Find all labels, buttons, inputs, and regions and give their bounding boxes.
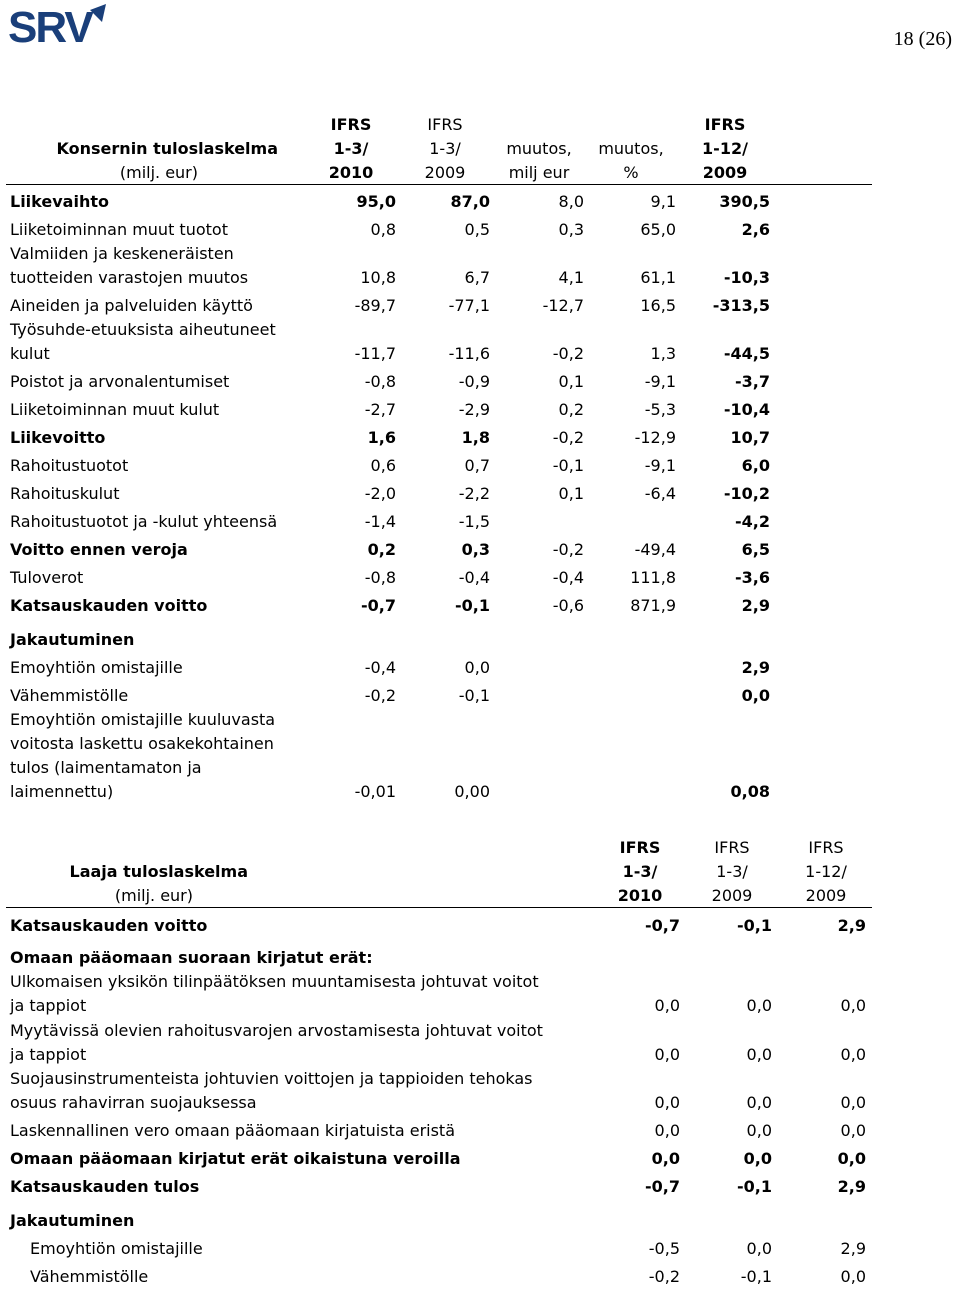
column-header-line: 1-3/ (429, 139, 461, 158)
value-cell: -6,4 (644, 484, 676, 503)
value-cell: 0,1 (558, 372, 584, 391)
row-label-line: Jakautuminen (10, 1211, 135, 1230)
row-label-line: Katsauskauden tulos (10, 1177, 200, 1196)
value-cell: -0,2 (552, 428, 584, 447)
value-cell: 0,0 (840, 1045, 866, 1064)
row-label-line: Rahoitustuotot ja -kulut yhteensä (10, 512, 278, 531)
row-label-line: Omaan pääomaan kirjatut erät oikaistuna veroilla (10, 1149, 461, 1168)
row-label-line: Liiketoiminnan muut tuotot (10, 220, 228, 239)
row-label-line: Jakautuminen (10, 630, 135, 649)
column-header-line: 2009 (805, 886, 847, 905)
value-cell: -11,6 (448, 344, 490, 363)
row-label-line: Emoyhtiön omistajille (10, 658, 183, 677)
row-label-line: laimennettu) (10, 782, 114, 801)
value-cell: 0,00 (454, 782, 490, 801)
column-header-line: IFRS (619, 838, 661, 857)
value-cell: -9,1 (644, 372, 676, 391)
value-cell: 0,0 (654, 1045, 680, 1064)
value-cell: 2,9 (741, 658, 770, 677)
value-cell: 8,0 (558, 192, 584, 211)
column-header-line: IFRS (704, 115, 746, 134)
value-cell: 0,0 (840, 1093, 866, 1112)
row-label-line: ja tappiot (10, 996, 87, 1015)
value-cell: 6,5 (741, 540, 770, 559)
value-cell: -0,01 (354, 782, 396, 801)
srv-logo (6, 2, 116, 48)
value-cell: 0,0 (743, 1149, 772, 1168)
row-label-line: voitosta laskettu osakekohtainen (10, 734, 274, 753)
value-cell: -77,1 (448, 296, 490, 315)
row-label-line: Voitto ennen veroja (10, 540, 188, 559)
value-cell: -0,4 (552, 568, 584, 587)
value-cell: 0,5 (464, 220, 490, 239)
row-label-line: Valmiiden ja keskeneräisten (10, 244, 234, 263)
value-cell: -0,8 (364, 372, 396, 391)
column-header-line: 1-12/ (702, 139, 748, 158)
row-label-line: Myytävissä olevien rahoitusvarojen arvostamisesta johtuvat voitot (10, 1021, 543, 1040)
comprehensive-income-header-rule (6, 907, 872, 908)
value-cell: -0,4 (458, 568, 490, 587)
value-cell: 0,0 (464, 658, 490, 677)
value-cell: -2,2 (458, 484, 490, 503)
value-cell: 0,0 (654, 1093, 680, 1112)
value-cell: -0,4 (364, 658, 396, 677)
column-header-line: 2010 (617, 886, 663, 905)
value-cell: 1,6 (367, 428, 396, 447)
row-label-line: Poistot ja arvonalentumiset (10, 372, 230, 391)
value-cell: 0,0 (840, 1121, 866, 1140)
row-label-line: Ulkomaisen yksikön tilinpäätöksen muuntamisesta johtuvat voitot (10, 972, 539, 991)
value-cell: 10,8 (360, 268, 396, 287)
value-cell: -313,5 (712, 296, 770, 315)
row-label-line: tulos (laimentamaton ja (10, 758, 202, 777)
comprehensive-income-title: Laaja tuloslaskelma (69, 862, 248, 881)
column-header-line: milj eur (508, 163, 570, 182)
value-cell: 16,5 (640, 296, 676, 315)
row-label-line: Katsauskauden voitto (10, 596, 208, 615)
row-label-line: kulut (10, 344, 50, 363)
column-header-line: 2009 (711, 886, 753, 905)
value-cell: 0,3 (461, 540, 490, 559)
value-cell: -3,7 (735, 372, 770, 391)
value-cell: 0,0 (840, 1267, 866, 1286)
value-cell: 0,3 (558, 220, 584, 239)
value-cell: 871,9 (630, 596, 676, 615)
value-cell: 0,2 (367, 540, 396, 559)
value-cell: 0,0 (837, 1149, 866, 1168)
column-header-line: 2009 (424, 163, 466, 182)
value-cell: -0,1 (737, 916, 772, 935)
value-cell: 111,8 (630, 568, 676, 587)
value-cell: 0,1 (558, 484, 584, 503)
value-cell: 0,0 (840, 996, 866, 1015)
value-cell: 2,9 (840, 1239, 866, 1258)
value-cell: 0,0 (746, 1093, 772, 1112)
value-cell: -0,7 (645, 1177, 680, 1196)
value-cell: 390,5 (719, 192, 770, 211)
value-cell: 65,0 (640, 220, 676, 239)
value-cell: 1,8 (461, 428, 490, 447)
value-cell: 0,0 (746, 1239, 772, 1258)
value-cell: 2,9 (837, 916, 866, 935)
row-label-line: Aineiden ja palveluiden käyttö (10, 296, 253, 315)
value-cell: 1,3 (650, 344, 676, 363)
value-cell: -1,5 (458, 512, 490, 531)
value-cell: -0,1 (458, 686, 490, 705)
value-cell: -12,9 (634, 428, 676, 447)
value-cell: -0,2 (648, 1267, 680, 1286)
column-header-line: 2009 (702, 163, 748, 182)
row-label-line: Rahoituskulut (10, 484, 120, 503)
svg-text:SRV: SRV (8, 3, 92, 48)
value-cell: 0,7 (464, 456, 490, 475)
value-cell: 87,0 (450, 192, 490, 211)
row-label-line: Omaan pääomaan suoraan kirjatut erät: (10, 948, 373, 967)
value-cell: -10,2 (723, 484, 770, 503)
value-cell: -5,3 (644, 400, 676, 419)
row-label-line: Katsauskauden voitto (10, 916, 208, 935)
value-cell: 2,9 (741, 596, 770, 615)
value-cell: 61,1 (640, 268, 676, 287)
value-cell: 4,1 (558, 268, 584, 287)
row-label-line: Rahoitustuotot (10, 456, 129, 475)
value-cell: -0,8 (364, 568, 396, 587)
column-header-line: 1-3/ (622, 862, 658, 881)
row-label-line: tuotteiden varastojen muutos (10, 268, 249, 287)
value-cell: 0,08 (730, 782, 770, 801)
row-label-line: Laskennallinen vero omaan pääomaan kirjatuista eristä (10, 1121, 456, 1140)
value-cell: -12,7 (542, 296, 584, 315)
value-cell: -3,6 (735, 568, 770, 587)
value-cell: 6,7 (464, 268, 490, 287)
value-cell: -0,9 (458, 372, 490, 391)
value-cell: 2,9 (837, 1177, 866, 1196)
value-cell: 0,0 (741, 686, 770, 705)
value-cell: -0,1 (737, 1177, 772, 1196)
value-cell: 9,1 (650, 192, 676, 211)
value-cell: 0,0 (651, 1149, 680, 1168)
page-number: 18 (26) (893, 28, 952, 50)
value-cell: 0,8 (370, 220, 396, 239)
income-statement-unit: (milj. eur) (119, 163, 198, 182)
row-label-line: Liikevoitto (10, 428, 106, 447)
value-cell: 95,0 (356, 192, 396, 211)
value-cell: -4,2 (735, 512, 770, 531)
column-header-line: IFRS (714, 838, 750, 857)
value-cell: -0,5 (648, 1239, 680, 1258)
value-cell: -0,6 (552, 596, 584, 615)
value-cell: -0,2 (552, 344, 584, 363)
value-cell: -0,2 (552, 540, 584, 559)
value-cell: -10,4 (723, 400, 770, 419)
row-label-line: ja tappiot (10, 1045, 87, 1064)
row-label-line: Vähemmistölle (10, 686, 129, 705)
income-statement-header-rule (6, 184, 872, 185)
value-cell: 0,0 (654, 996, 680, 1015)
row-label-line: Liikevaihto (10, 192, 109, 211)
value-cell: 0,0 (746, 1045, 772, 1064)
value-cell: 0,6 (370, 456, 396, 475)
column-header-line: 1-12/ (805, 862, 847, 881)
row-label-line: Suojausinstrumenteista johtuvien voittojen ja tappioiden tehokas (10, 1069, 533, 1088)
row-label-line: osuus rahavirran suojauksessa (10, 1093, 257, 1112)
value-cell: 0,0 (746, 996, 772, 1015)
column-header-line: IFRS (330, 115, 372, 134)
value-cell: -0,7 (645, 916, 680, 935)
value-cell: -11,7 (354, 344, 396, 363)
value-cell: 0,0 (746, 1121, 772, 1140)
value-cell: -44,5 (723, 344, 770, 363)
column-header-line: % (623, 163, 639, 182)
value-cell: -0,7 (361, 596, 396, 615)
value-cell: 6,0 (741, 456, 770, 475)
value-cell: -49,4 (634, 540, 676, 559)
column-header-line: 1-3/ (333, 139, 369, 158)
row-label-line: Emoyhtiön omistajille (30, 1239, 203, 1258)
row-label-line: Emoyhtiön omistajille kuuluvasta (10, 710, 276, 729)
value-cell: -10,3 (723, 268, 770, 287)
value-cell: -2,0 (364, 484, 396, 503)
column-header-line: 2010 (328, 163, 374, 182)
column-header-line: IFRS (808, 838, 844, 857)
value-cell: -2,7 (364, 400, 396, 419)
column-header-line: IFRS (427, 115, 463, 134)
value-cell: 0,2 (558, 400, 584, 419)
column-header-line: muutos, (506, 139, 572, 158)
column-header-line: muutos, (598, 139, 664, 158)
value-cell: -0,2 (364, 686, 396, 705)
value-cell: -2,9 (458, 400, 490, 419)
row-label-line: Vähemmistölle (30, 1267, 149, 1286)
comprehensive-income-unit: (milj. eur) (114, 886, 193, 905)
value-cell: 0,0 (654, 1121, 680, 1140)
column-header-line: 1-3/ (716, 862, 748, 881)
value-cell: -0,1 (740, 1267, 772, 1286)
row-label-line: Tuloverot (10, 568, 84, 587)
income-statement-title: Konsernin tuloslaskelma (56, 139, 278, 158)
value-cell: 2,6 (741, 220, 770, 239)
row-label-line: Liiketoiminnan muut kulut (10, 400, 220, 419)
value-cell: -0,1 (455, 596, 490, 615)
value-cell: -0,1 (552, 456, 584, 475)
value-cell: -1,4 (364, 512, 396, 531)
value-cell: -9,1 (644, 456, 676, 475)
row-label-line: Työsuhde-etuuksista aiheutuneet (10, 320, 276, 339)
value-cell: 10,7 (730, 428, 770, 447)
value-cell: -89,7 (354, 296, 396, 315)
